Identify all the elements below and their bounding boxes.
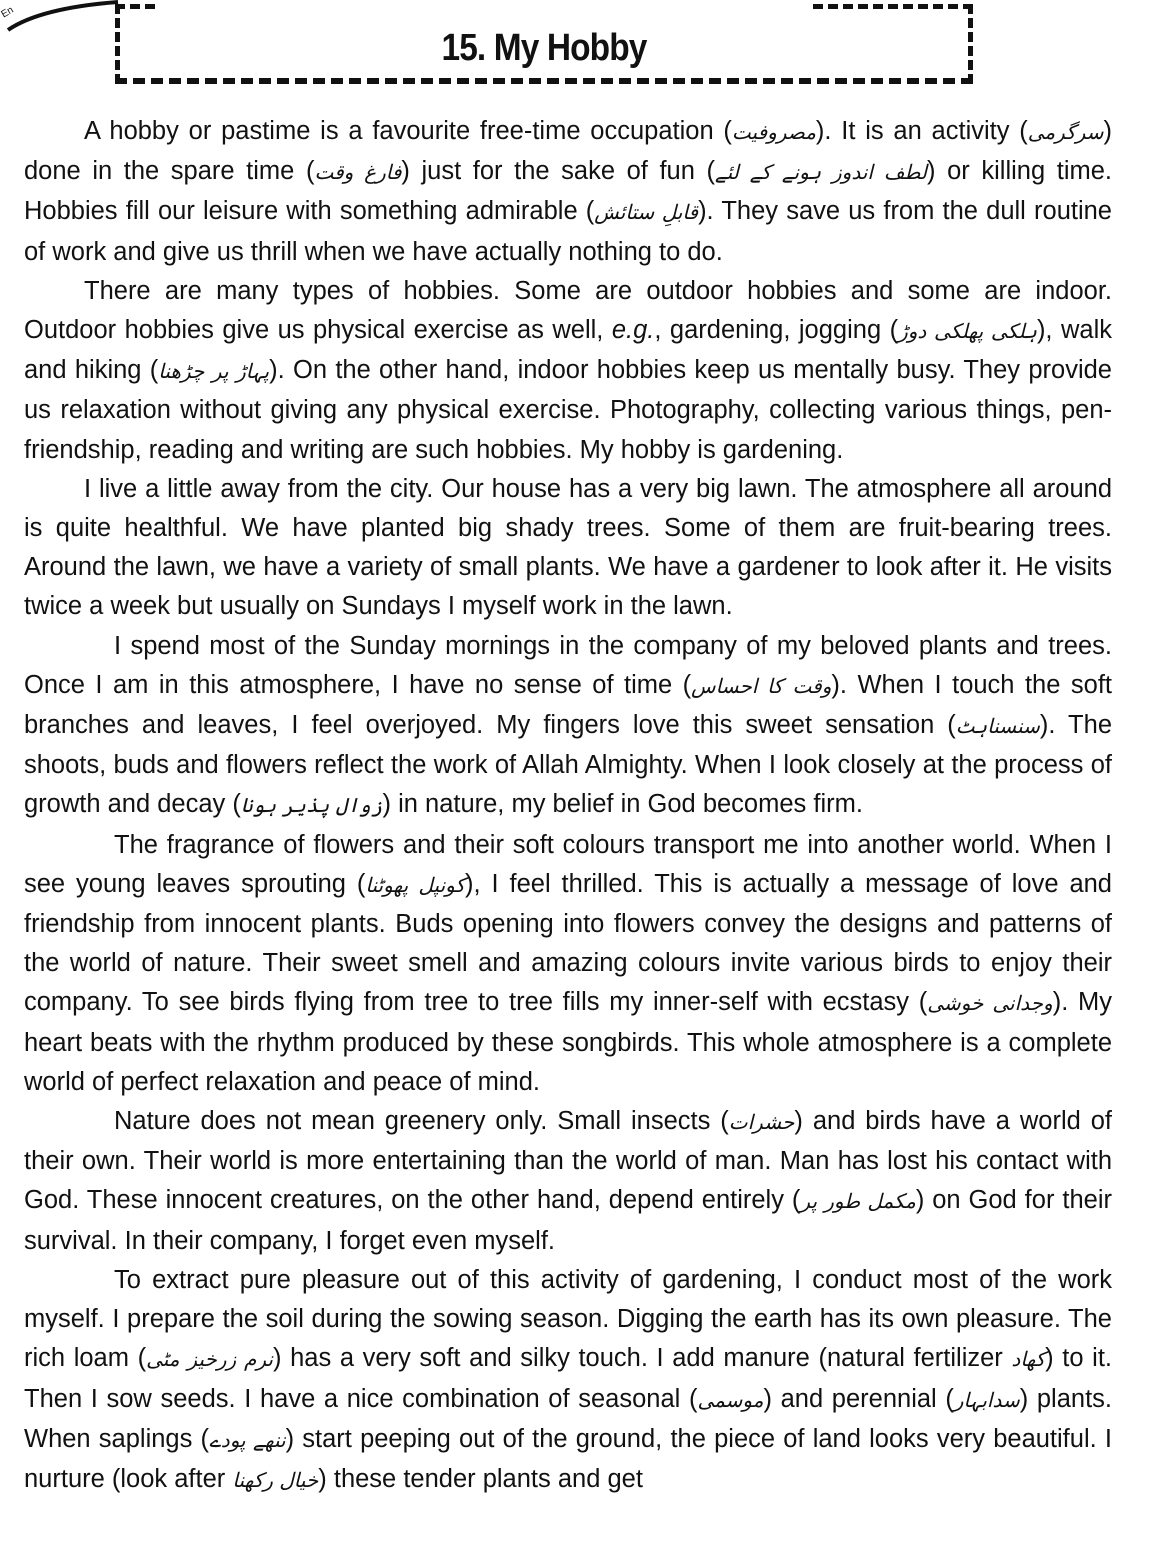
- paragraph-7: [24, 1261, 1112, 1500]
- body-text-run: ). The shoots, buds and flowers reflect the work of Allah Almighty. When I look closely at the process of growth and decay (: [24, 711, 1112, 819]
- body-text-run: ) just for the sake of fun (: [401, 157, 715, 186]
- paragraph-3: [24, 470, 1112, 627]
- urdu-gloss: سنسناہٹ: [955, 714, 1040, 739]
- body-text-run: ). On the other hand, indoor hobbies keep us mentally busy. They provide us relaxation without giving any physical exercise. Photography, collecting various things, pen-friendship, reading and writing are such hobbies. My hobby is gardening.: [24, 356, 1112, 464]
- body-text-run: ), I feel thrilled. This is actually a message of love and friendship from innocent plants. Buds opening into flowers convey the designs and patterns of the world of nature. Their sweet smell and amazing colours invite various birds to enjoy their company. To see birds flying from tree to tree fills my inner-self with ecstasy (: [24, 869, 1112, 1017]
- urdu-gloss: قابلِ ستائش: [594, 200, 699, 225]
- body-text-run: There are many types of hobbies. Some are outdoor hobbies and some are indoor. Outdoor hobbies give us physical exercise as well,: [24, 276, 1112, 345]
- italic-text: e.g.: [611, 316, 655, 345]
- body-text-run: ) or killing time. Hobbies fill our leisure with something admirable (: [24, 157, 1113, 226]
- urdu-gloss: وجدانی خوشی: [927, 991, 1053, 1016]
- urdu-gloss: لطف اندوز ہونے کے لئے: [715, 160, 928, 185]
- body-text-run: ). They save us from the dull routine of work and give us thrill when we have actually nothing to do.: [24, 197, 1112, 266]
- urdu-gloss: کونپل پھوٹنا: [365, 872, 466, 897]
- body-text-run: ), walk and hiking (: [24, 316, 1112, 385]
- body-text-run: I spend most of the Sunday mornings in the company of my beloved plants and trees. Once I am in this atmosphere, I have no sense of time (: [24, 631, 1112, 699]
- paragraph-2: [24, 272, 1112, 470]
- body-text-run: Nature does not mean greenery only. Small insects (: [114, 1107, 729, 1136]
- svg-text:En: En: [0, 4, 16, 21]
- paragraph-4: [24, 627, 1112, 826]
- paragraph-6: [24, 1102, 1112, 1261]
- body-text-run: ). When I touch the soft branches and leaves, I feel overjoyed. My fingers love this sweet sensation (: [24, 670, 1112, 740]
- urdu-gloss: مکمل طور پر: [800, 1189, 916, 1214]
- urdu-gloss: زوال پذیر ہونا: [240, 793, 383, 818]
- urdu-gloss: موسمی: [697, 1387, 764, 1412]
- body-text-run: To extract pure pleasure out of this activity of gardening, I conduct most of the work myself. I prepare the soil during the sowing season. Digging the earth has its own pleasure. The rich loam (: [24, 1265, 1112, 1373]
- body-text-run: ) on God for their survival. In their company, I forget even myself.: [24, 1186, 1112, 1255]
- urdu-gloss: ننھے پودے: [209, 1427, 286, 1452]
- paragraph-1: [24, 112, 1112, 272]
- urdu-gloss: وقت کا احساس: [691, 673, 832, 698]
- corner-swoosh-decoration: [0, 0, 120, 40]
- body-text-run: ) these tender plants and get: [318, 1464, 643, 1493]
- body-text-run: ) and perennial (: [763, 1384, 954, 1413]
- body-text-run: ). It is an activity (: [815, 117, 1028, 145]
- body-text-run: ) to it. Then I sow seeds. I have a nice combination of seasonal (: [24, 1344, 1112, 1413]
- body-text-run: A hobby or pastime is a favourite free-time occupation (: [84, 117, 732, 145]
- urdu-gloss: نرم زرخیز مٹی: [146, 1347, 273, 1372]
- body-text-run: ). My heart beats with the rhythm produced by these songbirds. This whole atmosphere is a complete world of perfect relaxation and peace of mind.: [24, 988, 1112, 1096]
- urdu-gloss: کھاد: [1011, 1347, 1046, 1372]
- urdu-gloss: فارغ وقت: [314, 160, 402, 185]
- body-text-run: ) done in the spare time (: [24, 117, 1112, 186]
- body-text-run: I live a little away from the city. Our house has a very big lawn. The atmosphere all around is quite healthful. We have planted big shady trees. Some of them are fruit-bearing trees. Around the lawn, we have a variety of small plants. We have a gardener to look after it. He visits twice a week but usually on Sundays I myself work in the lawn.: [24, 474, 1112, 621]
- title-frame: [115, 4, 973, 84]
- body-text-run: The fragrance of flowers and their soft colours transport me into another world. When I see young leaves sprouting (: [24, 830, 1112, 898]
- body-text-run: , gardening, jogging (: [654, 316, 899, 345]
- urdu-gloss: مصروفیت: [731, 120, 816, 144]
- body-text-run: ) and birds have a world of their own. Their world is more entertaining than the world of man. Man has lost his contact with God. These innocent creatures, on the other hand, depend entirely (: [24, 1107, 1112, 1215]
- urdu-gloss: پہاڑ پر چڑھنا: [158, 359, 270, 384]
- body-text-run: ) start peeping out of the ground, the piece of land looks very beautiful. I nurture (look after: [24, 1424, 1112, 1493]
- paragraph-5: [24, 826, 1112, 1102]
- urdu-gloss: سدابہار: [953, 1387, 1020, 1412]
- body-text-run: ) has a very soft and silky touch. I add manure (natural fertilizer: [273, 1344, 1012, 1373]
- urdu-gloss: سرگرمی: [1027, 120, 1104, 144]
- urdu-gloss: خیال رکھنا: [232, 1467, 319, 1492]
- page-title: 15. My Hobby: [441, 27, 647, 69]
- urdu-gloss: ہلکی پھلکی دوڑ: [898, 319, 1037, 344]
- body-text-run: ) in nature, my belief in God becomes firm.: [382, 790, 863, 819]
- essay-body: [24, 112, 1112, 1500]
- body-text-run: ) plants. When saplings (: [24, 1384, 1112, 1453]
- urdu-gloss: حشرات: [728, 1110, 795, 1135]
